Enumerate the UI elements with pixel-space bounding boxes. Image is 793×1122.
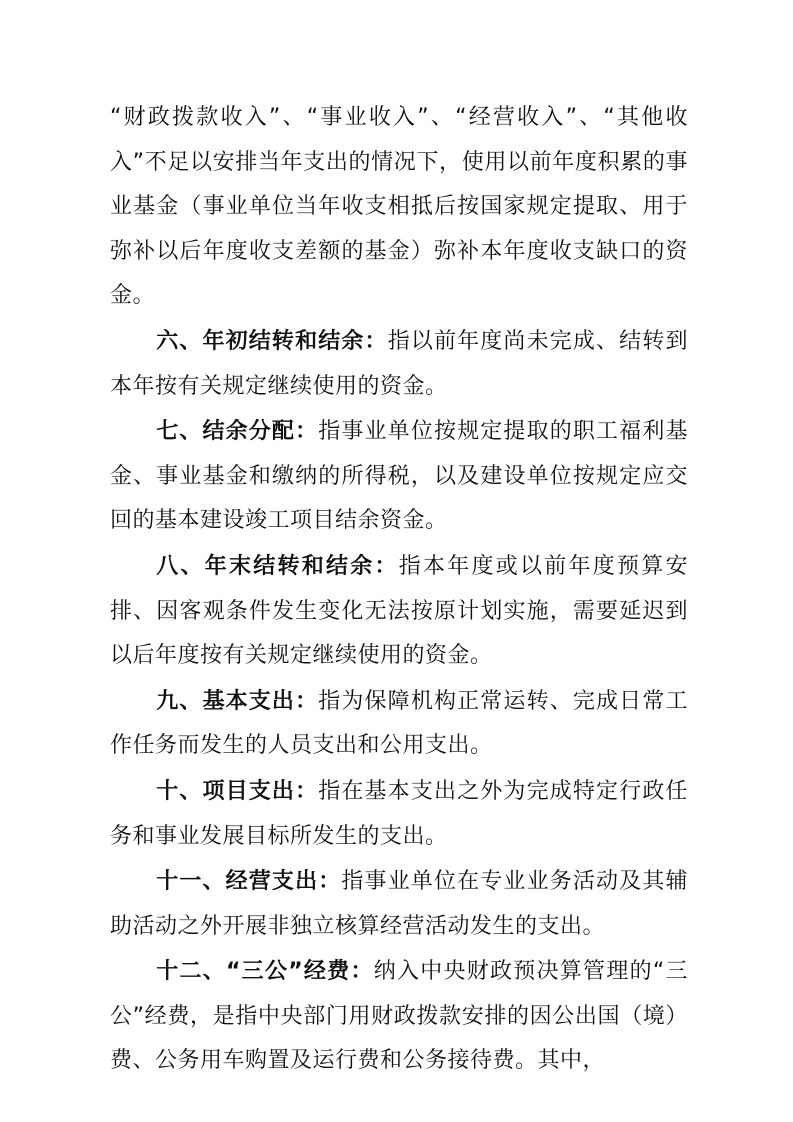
paragraph-item-11	[110, 860, 688, 949]
paragraph-item-8	[110, 545, 688, 679]
document-page	[110, 96, 688, 1085]
paragraph-item-9	[110, 680, 688, 769]
paragraph-text: 指事业单位在专业业务活动及其辅助活动之外开展非独立核算经营活动发生的支出。	[110, 869, 688, 939]
term-heading: 八、年末结转和结余：	[156, 553, 399, 579]
term-heading: 十二、“三公”经费：	[156, 959, 374, 985]
paragraph-continuation	[110, 96, 688, 319]
paragraph-item-12	[110, 950, 688, 1084]
term-heading: 七、结余分配：	[156, 419, 319, 445]
paragraph-text: “财政拨款收入”、“事业收入”、“经营收入”、“其他收入”不足以安排当年支出的情况下，使用以前年度积累的事业基金（事业单位当年收支相抵后按国家规定提取、用于弥补以后年度收支差额的基金）弥补本年度收支缺口的资金。	[110, 105, 688, 309]
paragraph-text: 纳入中央财政预决算管理的“三公”经费，是指中央部门用财政拨款安排的因公出国（境）费、公务用车购置及运行费和公务接待费。其中，	[110, 959, 688, 1074]
paragraph-text: 指以前年度尚未完成、结转到本年按有关规定继续使用的资金。	[110, 328, 688, 399]
paragraph-text: 指本年度或以前年度预算安排、因客观条件发生变化无法按原计划实施，需要延迟到以后年度按有关规定继续使用的资金。	[110, 553, 688, 669]
paragraph-text: 指为保障机构正常运转、完成日常工作任务而发生的人员支出和公用支出。	[110, 688, 688, 759]
term-heading: 十、项目支出：	[156, 778, 319, 804]
paragraph-text: 指事业单位按规定提取的职工福利基金、事业基金和缴纳的所得税，以及建设单位按规定应交回的基本建设竣工项目结余资金。	[110, 419, 688, 534]
paragraph-item-6	[110, 320, 688, 409]
term-heading: 十一、经营支出：	[156, 869, 342, 895]
term-heading: 九、基本支出：	[156, 688, 319, 714]
paragraph-item-10	[110, 770, 688, 859]
paragraph-item-7	[110, 410, 688, 544]
paragraph-text: 指在基本支出之外为完成特定行政任务和事业发展目标所发生的支出。	[110, 778, 688, 849]
term-heading: 六、年初结转和结余：	[156, 328, 388, 354]
